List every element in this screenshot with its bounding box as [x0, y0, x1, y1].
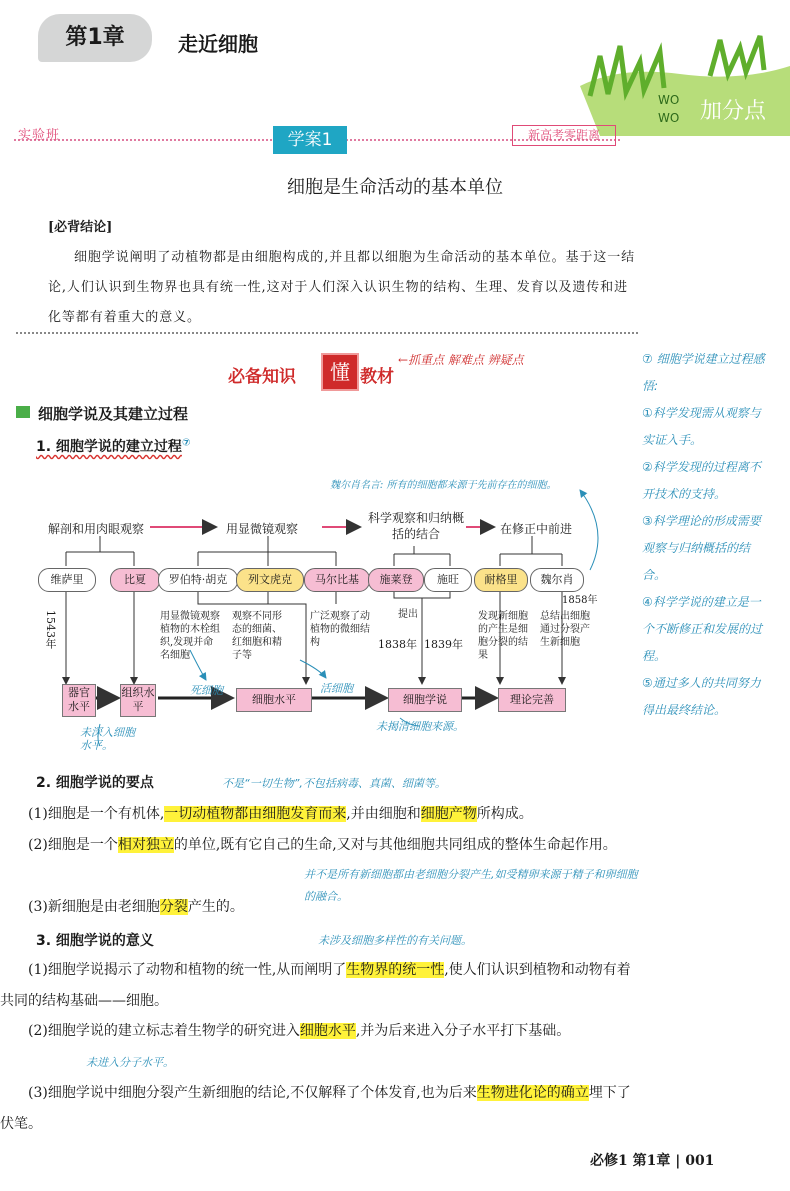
- section2-point1: [0, 799, 640, 830]
- topic-title: 细胞是生命活动的基本单位: [287, 177, 503, 198]
- s3p1-c: ,使人们认识到植物和动物有着共同的结构基础——细胞。: [0, 962, 631, 1009]
- exam-tag: 新高考零距离: [512, 125, 616, 146]
- chapter-title: 走近细胞: [178, 32, 258, 56]
- s3p2-a: (2)细胞学说的建立标志着生物学的研究进入: [28, 1023, 300, 1039]
- year-1543: 1543年: [44, 610, 57, 649]
- subsection-text: 1. 细胞学说的建立过程: [36, 439, 182, 455]
- year-1839: 1839年: [424, 638, 463, 651]
- knowledge-title-b: 教材: [360, 367, 394, 387]
- section2-point2: [0, 830, 640, 861]
- note-dead-cell: 死细胞: [190, 684, 223, 697]
- section3-point1: [0, 955, 640, 1017]
- bonus-banner: [560, 26, 790, 136]
- s2p1-e: 所构成。: [476, 806, 533, 822]
- note-live-cell: 活细胞: [320, 682, 353, 695]
- section-marker-icon: [16, 406, 30, 418]
- section3-title: 3. 细胞学说的意义: [36, 933, 154, 949]
- s2p3-c: 产生的。: [187, 899, 244, 915]
- s2p1-highlight: 一切动植物都由细胞发育而来: [164, 806, 347, 822]
- s3p3-a: (3)细胞学说中细胞分裂产生新细胞的结论,不仅解释了个体发育,也为后来: [28, 1085, 477, 1101]
- desc-malpighi: 广泛观察了动植物的微细结构: [310, 611, 370, 648]
- page-footer: 必修1 第1章 | 001: [590, 1153, 715, 1169]
- desc-virchow: 总结出细胞通过分裂产生新细胞: [540, 611, 590, 648]
- margin-note-line-3: ②科学发现的过程离不开技术的支持。: [642, 460, 761, 501]
- history-diagram: [0, 470, 640, 760]
- margin-note: [642, 346, 772, 724]
- bonus-tag-1: WO: [658, 93, 680, 107]
- s3p2-c: ,并为后来进入分子水平打下基础。: [355, 1023, 571, 1039]
- knowledge-title-a: 必备知识: [228, 367, 296, 387]
- level-organ: 器官水平: [62, 684, 96, 717]
- margin-note-line-4: ③科学理论的形成需要观察与归纳概括的结合。: [642, 514, 761, 582]
- section-title: 细胞学说及其建立过程: [38, 405, 189, 423]
- level-cell: 细胞水平: [236, 688, 312, 712]
- divider: [16, 332, 638, 334]
- person-bichat: 比夏: [110, 568, 160, 592]
- doc-type-label: 实验班: [18, 128, 61, 143]
- knowledge-note: ←抓重点 解难点 辨疑点: [398, 353, 524, 367]
- person-schwann: 施旺: [424, 568, 472, 592]
- level-refined: 理论完善: [498, 688, 566, 712]
- person-schleiden: 施莱登: [368, 568, 424, 592]
- knowledge-mark: 懂: [321, 353, 359, 391]
- s3p3-highlight: 生物进化论的确立: [476, 1085, 589, 1101]
- propose-label: 提出: [398, 609, 418, 620]
- bonus-label: 加分点: [700, 99, 767, 124]
- section2-title: 2. 细胞学说的要点: [36, 775, 154, 791]
- conclusion-label: [必背结论]: [48, 220, 113, 235]
- person-virchow: 魏尔肖: [530, 568, 584, 592]
- bonus-tag-2: WO: [658, 111, 680, 125]
- s3p1-a: (1)细胞学说揭示了动物和植物的统一性,从而阐明了: [28, 962, 347, 978]
- s2p3-a: (3)新细胞是由老细胞: [28, 899, 160, 915]
- person-malpighi: 马尔比基: [304, 568, 370, 592]
- s2p1-a: (1)细胞是一个有机体,: [28, 806, 165, 822]
- s2p2-c: 的单位,既有它自己的生命,又对与其他细胞共同组成的整体生命起作用。: [173, 837, 617, 853]
- s3p1-highlight: 生物界的统一性: [346, 962, 445, 978]
- margin-note-line-1: [642, 346, 772, 400]
- note-not-all-life: 不是“一切生物”,不包括病毒、真菌、细菌等。: [222, 777, 446, 790]
- person-hooke: 罗伯特·胡克: [158, 568, 238, 592]
- s2p2-highlight: 相对独立: [117, 837, 174, 853]
- margin-note-line-6: ⑤通过多人的共同努力得出最终结论。: [642, 676, 761, 717]
- s3p3-c: 埋下了伏笔。: [0, 1085, 631, 1132]
- margin-note-line-5: ④科学学说的建立是一个不断修正和发展的过程。: [642, 595, 763, 663]
- stage-3: 科学观察和归纳概括的结合: [367, 511, 464, 541]
- year-1858: 1858年: [562, 595, 598, 606]
- s3p2-highlight: 细胞水平: [299, 1023, 356, 1039]
- person-nageli: 耐格里: [474, 568, 528, 592]
- s2p3-highlight: 分裂: [159, 899, 188, 915]
- level-cell-theory: 细胞学说: [388, 688, 462, 712]
- case-title: 学案1: [273, 126, 347, 154]
- note-molecular: 未进入分子水平。: [86, 1056, 174, 1069]
- margin-note-line-2: ①科学发现需从观察与实证入手。: [642, 406, 761, 447]
- conclusion-block: [48, 213, 638, 333]
- desc-hooke: 用显微镜观察植物的木栓组织,发现并命名细胞: [160, 611, 220, 661]
- note-new-cells: 并不是所有新细胞都由老细胞分裂产生,如受精卵来源于精子和卵细胞的融合。: [304, 868, 638, 903]
- stage-4: 在修正中前进: [500, 522, 573, 536]
- stage-2: 用显微镜观察: [226, 522, 299, 536]
- note-origin: 未揭清细胞来源。: [376, 720, 464, 733]
- margin-note-marker: ⑦: [642, 352, 653, 366]
- section3-point2: [0, 1016, 640, 1047]
- chapter-tab: 第1章: [38, 14, 152, 62]
- note-not-cell-level: 未深入细胞水平。: [80, 726, 135, 752]
- person-vesalius: 维萨里: [38, 568, 96, 592]
- subsection-title: [36, 436, 190, 456]
- section3-point3: [0, 1078, 640, 1140]
- margin-ref-marker: ⑦: [181, 437, 191, 449]
- s2p1-c: ,并由细胞和: [346, 806, 421, 822]
- note-diversity: 未涉及细胞多样性的有关问题。: [318, 934, 472, 947]
- section2-point3: [0, 892, 300, 923]
- margin-note-text-1: 细胞学说建立过程感悟:: [642, 352, 765, 393]
- person-leeuwenhoek: 列文虎克: [236, 568, 304, 592]
- conclusion-text: 细胞学说阐明了动植物都是由细胞构成的,并且都以细胞为生命活动的基本单位。基于这一结论,人们认识到生物界也具有统一性,这对于人们深入认识生物的结构、生理、发育以及遗传和进化等都有着重大的意义。: [48, 250, 636, 325]
- desc-nageli: 发现新细胞的产生是细胞分裂的结果: [478, 611, 528, 661]
- virchow-quote-note: 魏尔肖名言: 所有的细胞都来源于先前存在的细胞。: [330, 480, 557, 491]
- year-1838: 1838年: [378, 638, 417, 651]
- level-tissue: 组织水平: [120, 684, 156, 717]
- desc-leeuwenhoek: 观察不同形态的细菌、红细胞和精子等: [232, 611, 282, 661]
- s2p2-a: (2)细胞是一个: [28, 837, 118, 853]
- s2p1-highlight-2: 细胞产物: [420, 806, 477, 822]
- stage-1: 解剖和用肉眼观察: [48, 522, 145, 536]
